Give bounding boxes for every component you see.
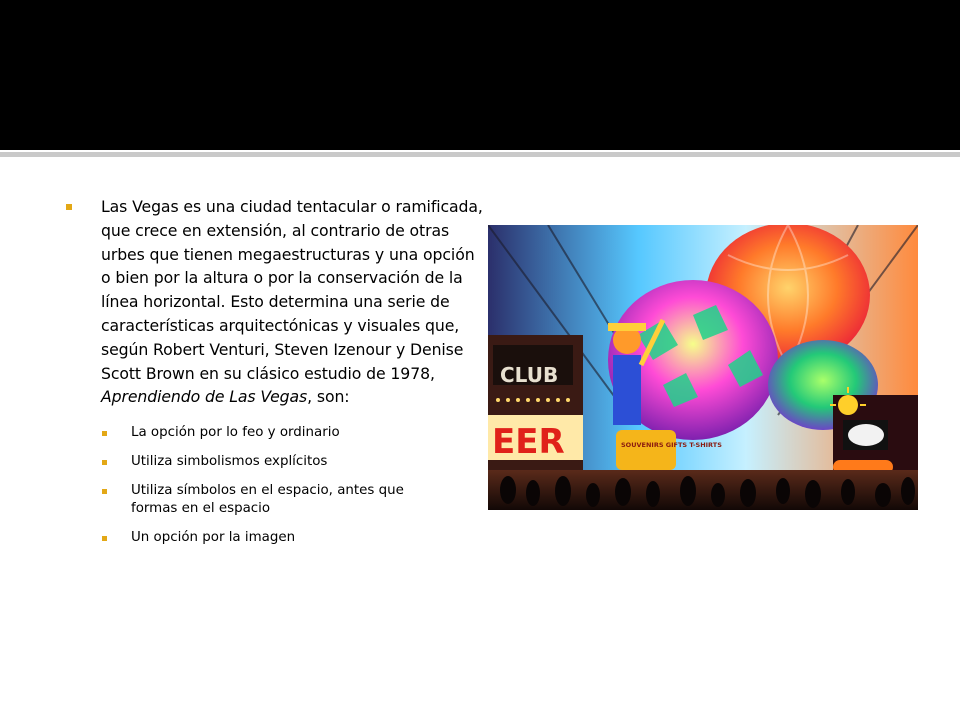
sub-bullet-text: Utiliza símbolos en el espacio, antes que formas en el espacio: [131, 483, 404, 517]
divider-rule: [0, 152, 960, 157]
square-bullet-icon: [102, 460, 107, 465]
sub-bullet-text: Utiliza simbolismos explícitos: [131, 454, 328, 470]
sub-bullet-list: [64, 424, 484, 547]
title-bar: [0, 0, 960, 150]
sunburst-sign: [838, 395, 858, 415]
main-bullet: [64, 195, 484, 409]
neon-letters: EER: [492, 422, 565, 462]
main-bullet-text: Las Vegas es una ciudad tentacular o ramificada, que crece en extensión, al contrario de otras urbes que tienen megaestructuras y una opción o bien por la altura o por la conservación de la línea horizontal. Esto determina una serie de características arquitectónicas y visuales que, según Robert Venturi, Steven Izenour y Denise Scott Brown en su clásico estudio de 1978,: [101, 197, 483, 383]
square-bullet-icon: [102, 489, 107, 494]
souvenirs-sign: [616, 430, 676, 470]
square-bullet-icon: [66, 204, 72, 210]
sub-bullet-text: Un opción por la imagen: [131, 530, 296, 546]
fremont-street-photo: [488, 225, 918, 510]
square-bullet-icon: [102, 431, 107, 436]
sub-bullet-item: [64, 482, 444, 518]
main-bullet-ending: , son:: [307, 387, 350, 407]
club-sign: CLUB: [500, 363, 559, 387]
book-title: Aprendiendo de Las Vegas: [101, 387, 308, 407]
sub-bullet-item: [64, 529, 444, 547]
sub-bullet-item: [64, 453, 444, 471]
sub-bullet-item: [64, 424, 444, 442]
square-bullet-icon: [102, 536, 107, 541]
sub-bullet-text: La opción por lo feo y ordinario: [131, 425, 340, 441]
slide-body: [64, 195, 484, 558]
svg-text:SOUVENIRS GIFTS T-SHIRTS: SOUVENIRS GIFTS T-SHIRTS: [621, 441, 722, 449]
